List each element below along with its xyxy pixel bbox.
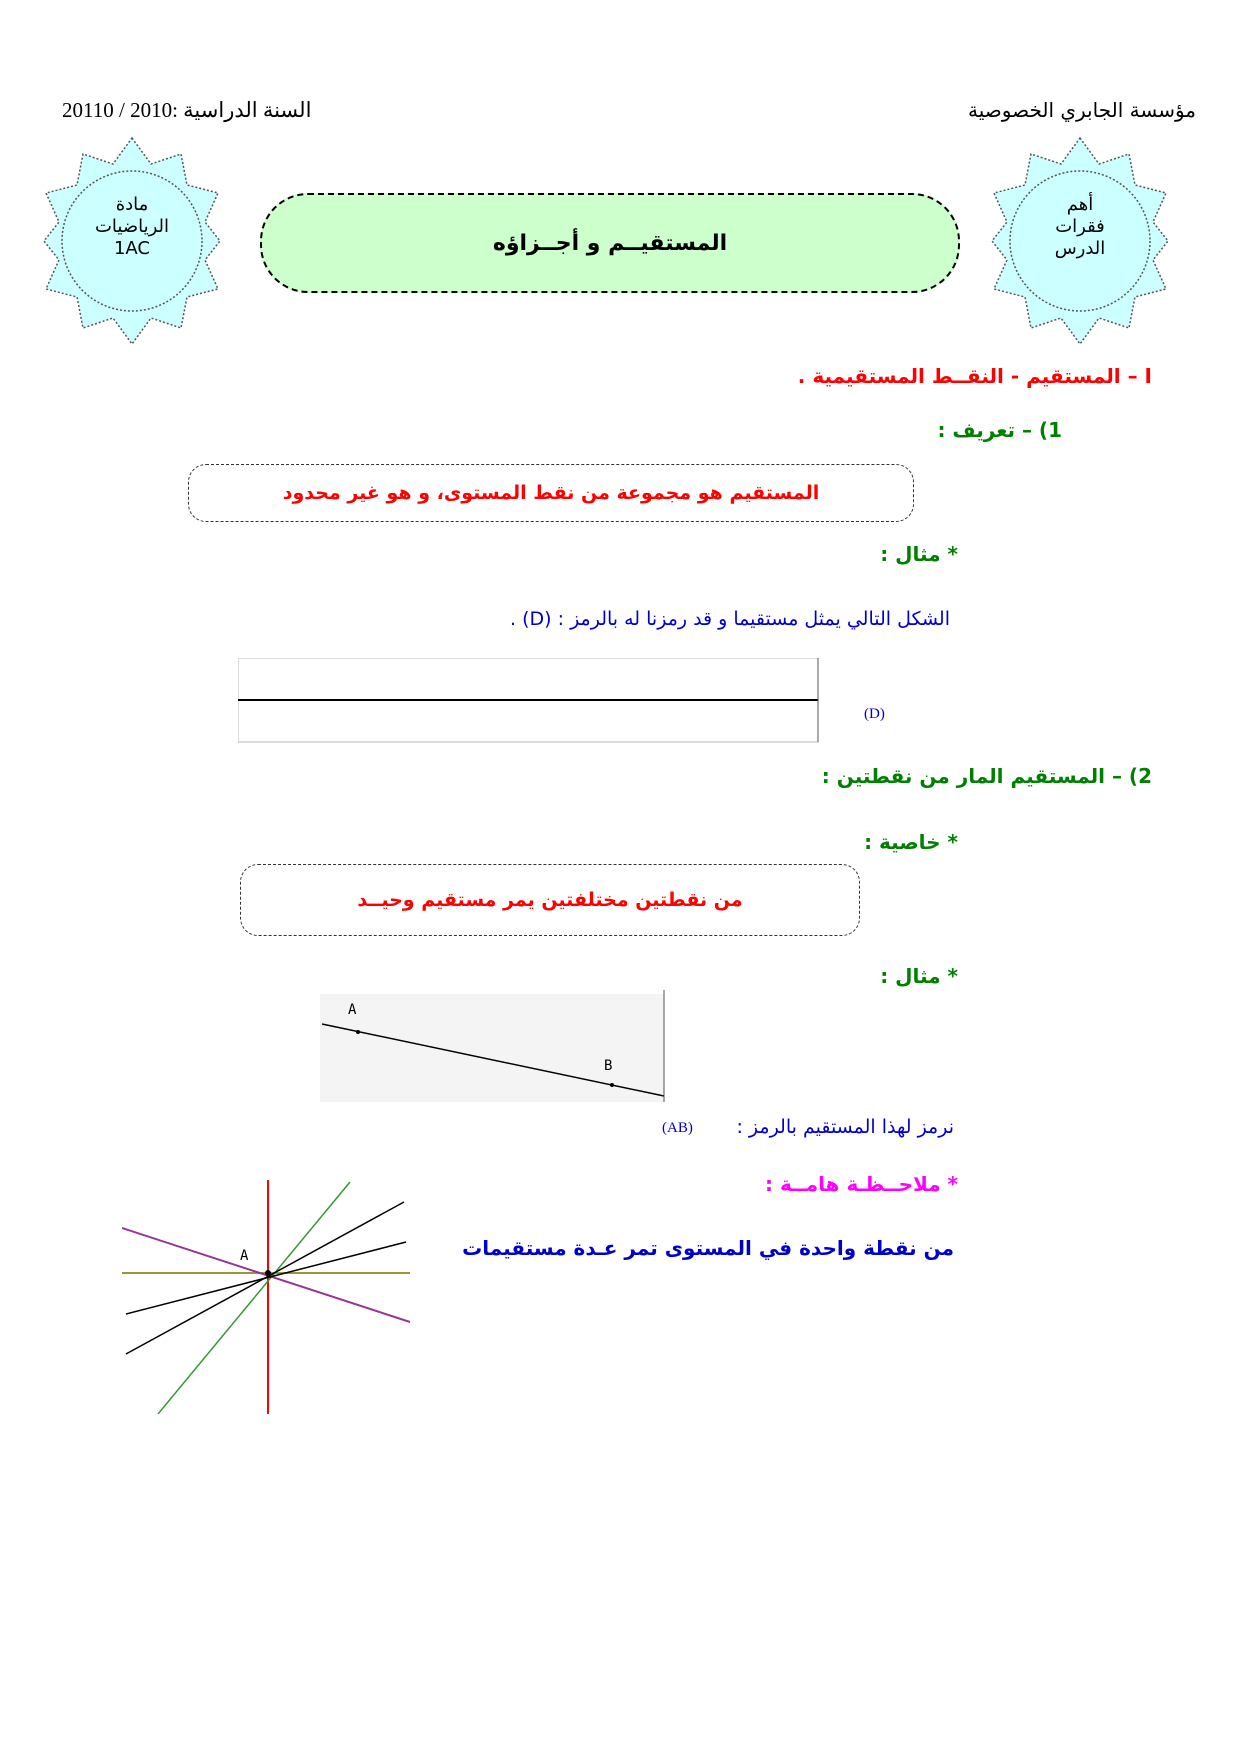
badge-left-line2: الرياضيات	[94, 216, 170, 237]
subject-badge	[42, 136, 222, 346]
lesson-badge	[990, 136, 1170, 346]
point-b-label: B	[604, 1058, 613, 1074]
school-year: السنة الدراسية :2010 / 20110	[62, 98, 312, 122]
badge-left-line1: مادة	[115, 194, 149, 215]
subsection-two-points: 2) – المستقيم المار من نقطتين :	[821, 764, 1152, 788]
ab-notation-text: نرمز لهذا المستقيم بالرمز :	[736, 1116, 954, 1138]
badge-right-line3: الدرس	[1054, 238, 1106, 259]
property-box	[240, 864, 860, 936]
note-label: * ملاحــظـة هامــة :	[764, 1172, 958, 1196]
point-a-label: A	[348, 1002, 357, 1018]
section-heading: I – المستقيم - النقــط المستقيمية .	[797, 364, 1152, 388]
ab-label: (AB)	[662, 1120, 693, 1136]
property-label: * خاصية :	[864, 830, 958, 854]
badge-right-line2: فقرات	[1055, 216, 1105, 237]
subsection-definition: 1) – تعريف :	[937, 418, 1062, 442]
lines-through-point-figure	[122, 1180, 412, 1414]
line-d-label: (D)	[864, 706, 885, 722]
example-text: الشكل التالي يمثل مستقيما و قد رمزنا له بالرمز : (D) .	[510, 608, 950, 630]
lesson-title	[260, 193, 960, 293]
badge-right-line1: أهم	[1066, 194, 1094, 215]
note-point-label: A	[240, 1248, 249, 1264]
definition-box	[188, 464, 914, 522]
property-text: من نقطتين مختلفتين يمر مستقيم وحيــد	[357, 889, 743, 911]
badge-left-line3: 1AC	[113, 238, 151, 259]
example-label: * مثال :	[880, 542, 958, 566]
example2-label: * مثال :	[880, 964, 958, 988]
lesson-title-text: المستقيــم و أجــزاؤه	[492, 230, 728, 256]
institution-name: مؤسسة الجابري الخصوصية	[968, 98, 1196, 122]
definition-text: المستقيم هو مجموعة من نقط المستوى، و هو غير محدود	[282, 482, 820, 504]
note-text: من نقطة واحدة في المستوى تمر عـدة مستقيمات	[462, 1236, 954, 1260]
line-d-figure	[238, 658, 820, 744]
line-ab-figure	[320, 990, 670, 1110]
